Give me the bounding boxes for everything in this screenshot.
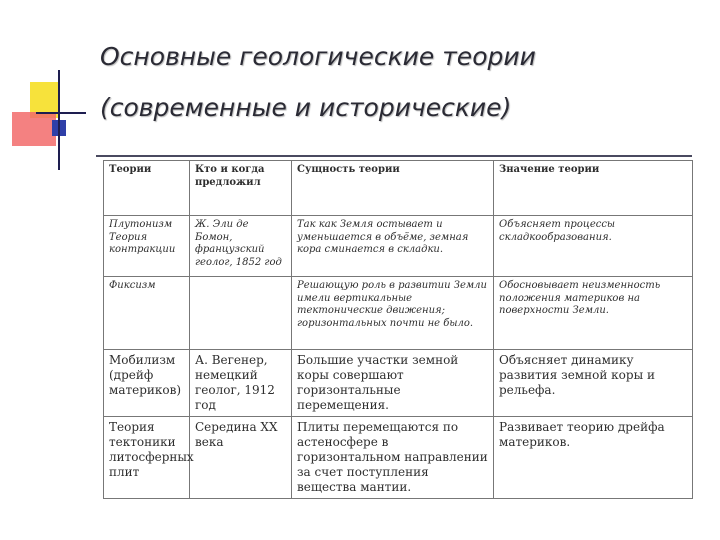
decor-vertical-line	[58, 70, 60, 170]
header-essence: Сущность теории	[292, 161, 494, 216]
table-row	[104, 277, 693, 350]
cell-theory: Плутонизм Теория контракции	[104, 216, 190, 277]
cell-author: Середина XX века	[190, 417, 292, 499]
cell-significance: Развивает теорию дрейфа материков.	[494, 417, 693, 499]
table-header-row	[104, 161, 693, 216]
decor-horizontal-line	[36, 112, 86, 114]
header-theory: Теории	[104, 161, 190, 216]
cell-theory: Мобилизм (дрейф материков)	[104, 350, 190, 417]
slide-title-line1: Основные геологические теории	[100, 42, 536, 71]
decor-red-square	[12, 112, 56, 146]
table-row	[104, 350, 693, 417]
cell-author: А. Вегенер, немецкий геолог, 1912 год	[190, 350, 292, 417]
cell-essence: Решающую роль в развитии Земли имели вертикальные тектонические движения; горизонтальных почти не было.	[292, 277, 494, 350]
table-row	[104, 216, 693, 277]
slide-title-line2: (современные и исторические)	[100, 93, 512, 122]
cell-author: Ж. Эли де Бомон, французский геолог, 1852 год	[190, 216, 292, 277]
cell-essence: Плиты перемещаются по астеносфере в горизонтальном направлении за счет поступления вещества мантии.	[292, 417, 494, 499]
cell-essence: Так как Земля остывает и уменьшается в объёме, земная кора сминается в складки.	[292, 216, 494, 277]
header-significance: Значение теории	[494, 161, 693, 216]
cell-theory: Фиксизм	[104, 277, 190, 350]
theories-table	[103, 160, 693, 499]
cell-significance: Обосновывает неизменность положения материков на поверхности Земли.	[494, 277, 693, 350]
cell-significance: Объясняет динамику развития земной коры и рельефа.	[494, 350, 693, 417]
cell-essence: Большие участки земной коры совершают горизонтальные перемещения.	[292, 350, 494, 417]
cell-significance: Объясняет процессы складкообразования.	[494, 216, 693, 277]
cell-theory: Теория тектоники литосферных плит	[104, 417, 190, 499]
header-author: Кто и когда предложил	[190, 161, 292, 216]
title-underline	[96, 155, 692, 157]
cell-author	[190, 277, 292, 350]
table-row	[104, 417, 693, 499]
